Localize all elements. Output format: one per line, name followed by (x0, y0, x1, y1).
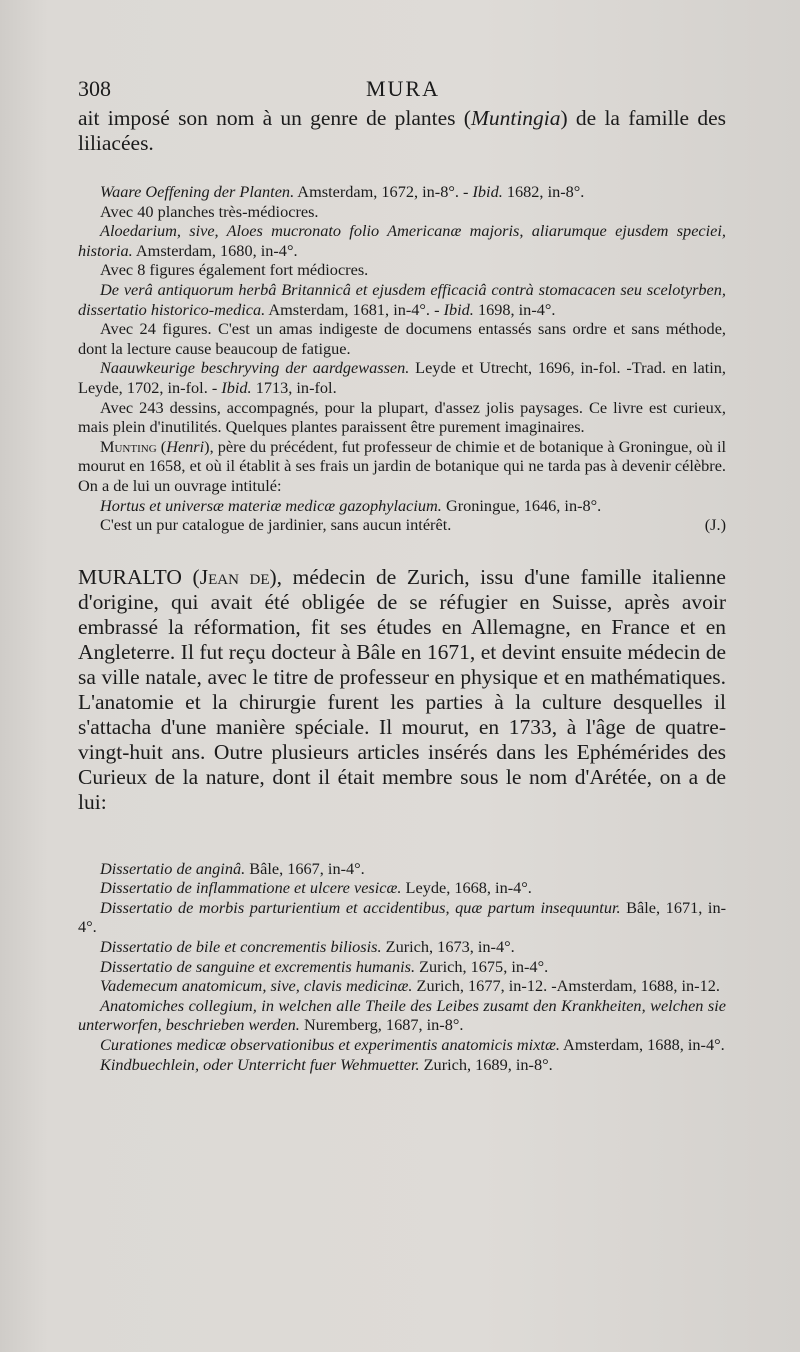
bibliography-entry: Dissertatio de bile et concrementis biliosis. Zurich, 1673, in-4°. (100, 937, 515, 957)
page-number: 308 (78, 76, 111, 101)
entry-comment: Avec 243 dessins, accompagnés, pour la plupart, d'assez jolis paysages. Ce livre est curieux, mais plein d'inutilités. Quelques plantes paraissent être purement imaginaires. (78, 397, 726, 437)
entry-comment: Avec 40 planches très-médiocres. (100, 201, 319, 221)
entry-muralto (78, 565, 726, 815)
bibliography-entry: Anatomiches collegium, in welchen alle Theile des Leibes zusamt den Krankheiten, welchen sie unterworfen, beschrieben werden. Nuremberg, 1687, in-8°. (78, 995, 726, 1035)
intro-paragraph: ait imposé son nom à un genre de plantes (Muntingia) de la famille des liliacées. (78, 106, 726, 155)
page-header (78, 76, 728, 106)
bibliography-entry: Kindbuechlein, oder Unterricht fuer Wehmuetter. Zurich, 1689, in-8°. (100, 1054, 553, 1074)
entry-comment: C'est un pur catalogue de jardinier, sans aucun intérêt. (J.) (100, 515, 726, 535)
entry-henri-munting (78, 437, 726, 535)
biography-paragraph: MURALTO (Jean de), médecin de Zurich, issu d'une famille italienne d'origine, qui avait été obligée de se réfugier en Suisse, après avoir embrassé la réformation, fit ses études en Allemagne, en France et en Angleterre. Il fut reçu docteur à Bâle en 1671, et devint ensuite médecin de sa ville natale, avec le titre de professeur en physique et en mathématiques. L'anatomie et la chirurgie furent les parties à la culture desquelles il s'attacha d'une manière spéciale. Il mourut, en 1733, à l'âge de quatre-vingt-huit ans. Outre plusieurs articles insérés dans les Ephémérides des Curieux de la nature, dont il était membre sous le nom d'Arétée, on a de lui: (78, 564, 726, 814)
entry-name: Munting (100, 436, 157, 456)
page-body (78, 106, 726, 1074)
bibliography-entry: Dissertatio de sanguine et excrementis humanis. Zurich, 1675, in-4°. (100, 956, 549, 976)
bibliography-entry: Dissertatio de anginâ. Bâle, 1667, in-4°. (100, 858, 365, 878)
bibliography-entry: Hortus et universæ materiæ medicæ gazophylacium. Groningue, 1646, in-8°. (100, 495, 602, 515)
author-signature: (J.) (704, 515, 726, 535)
bibliography-entry: Vademecum anatomicum, sive, clavis medicinæ. Zurich, 1677, in-12. -Amsterdam, 1688, in-12. (100, 976, 720, 996)
running-head: MURA (365, 76, 440, 101)
bibliography-entry: Dissertatio de inflammatione et ulcere vesicæ. Leyde, 1668, in-4°. (100, 878, 532, 898)
biography-paragraph: Munting (Henri), père du précédent, fut professeur de chimie et de botanique à Groningue, où il mourut en 1658, et où il établit à ses frais un jardin de botanique qui ne tarda pas à devenir célèbre. On a de lui un ouvrage intitulé: (78, 436, 727, 495)
bibliography-entry: Curationes medicæ observationibus et experimentis anatomicis mixtæ. Amsterdam, 1688, in-4°. (100, 1035, 725, 1055)
entry-comment: Avec 24 figures. C'est un amas indigeste de documens entassés sans ordre et sans méthode, dont la lecture cause beaucoup de fatigue. (78, 319, 726, 358)
bibliography-entry: Aloedarium, sive, Aloes mucronato folio Americanæ majoris, aliarumque ejusdem speciei, historia. Amsterdam, 1680, in-4°. (78, 221, 726, 260)
bibliography-entry: De verâ antiquorum herbâ Britannicâ et ejusdem efficaciâ contrà stomacacen seu scelotyrben, dissertatio historico-medica. Amsterdam, 1681, in-4°. - Ibid. 1698, in-4°. (78, 279, 726, 319)
works-list-muralto (78, 859, 726, 1075)
bibliography-entry: Waare Oeffening der Planten. Amsterdam, 1672, in-8°. - Ibid. 1682, in-8°. (100, 182, 585, 201)
works-list-abraham (78, 182, 726, 437)
entry-name: MURALTO (78, 564, 182, 589)
bibliography-entry: Dissertatio de morbis parturientium et accidentibus, quæ partum insequuntur. Bâle, 1671, in-4°. (78, 897, 727, 937)
entry-comment: Avec 8 figures également fort médiocres. (100, 260, 369, 280)
bibliography-entry: Naauwkeurige beschryving der aardgewassen. Leyde et Utrecht, 1696, in-fol. -Trad. en latin, Leyde, 1702, in-fol. - Ibid. 1713, in-fol. (78, 358, 726, 397)
